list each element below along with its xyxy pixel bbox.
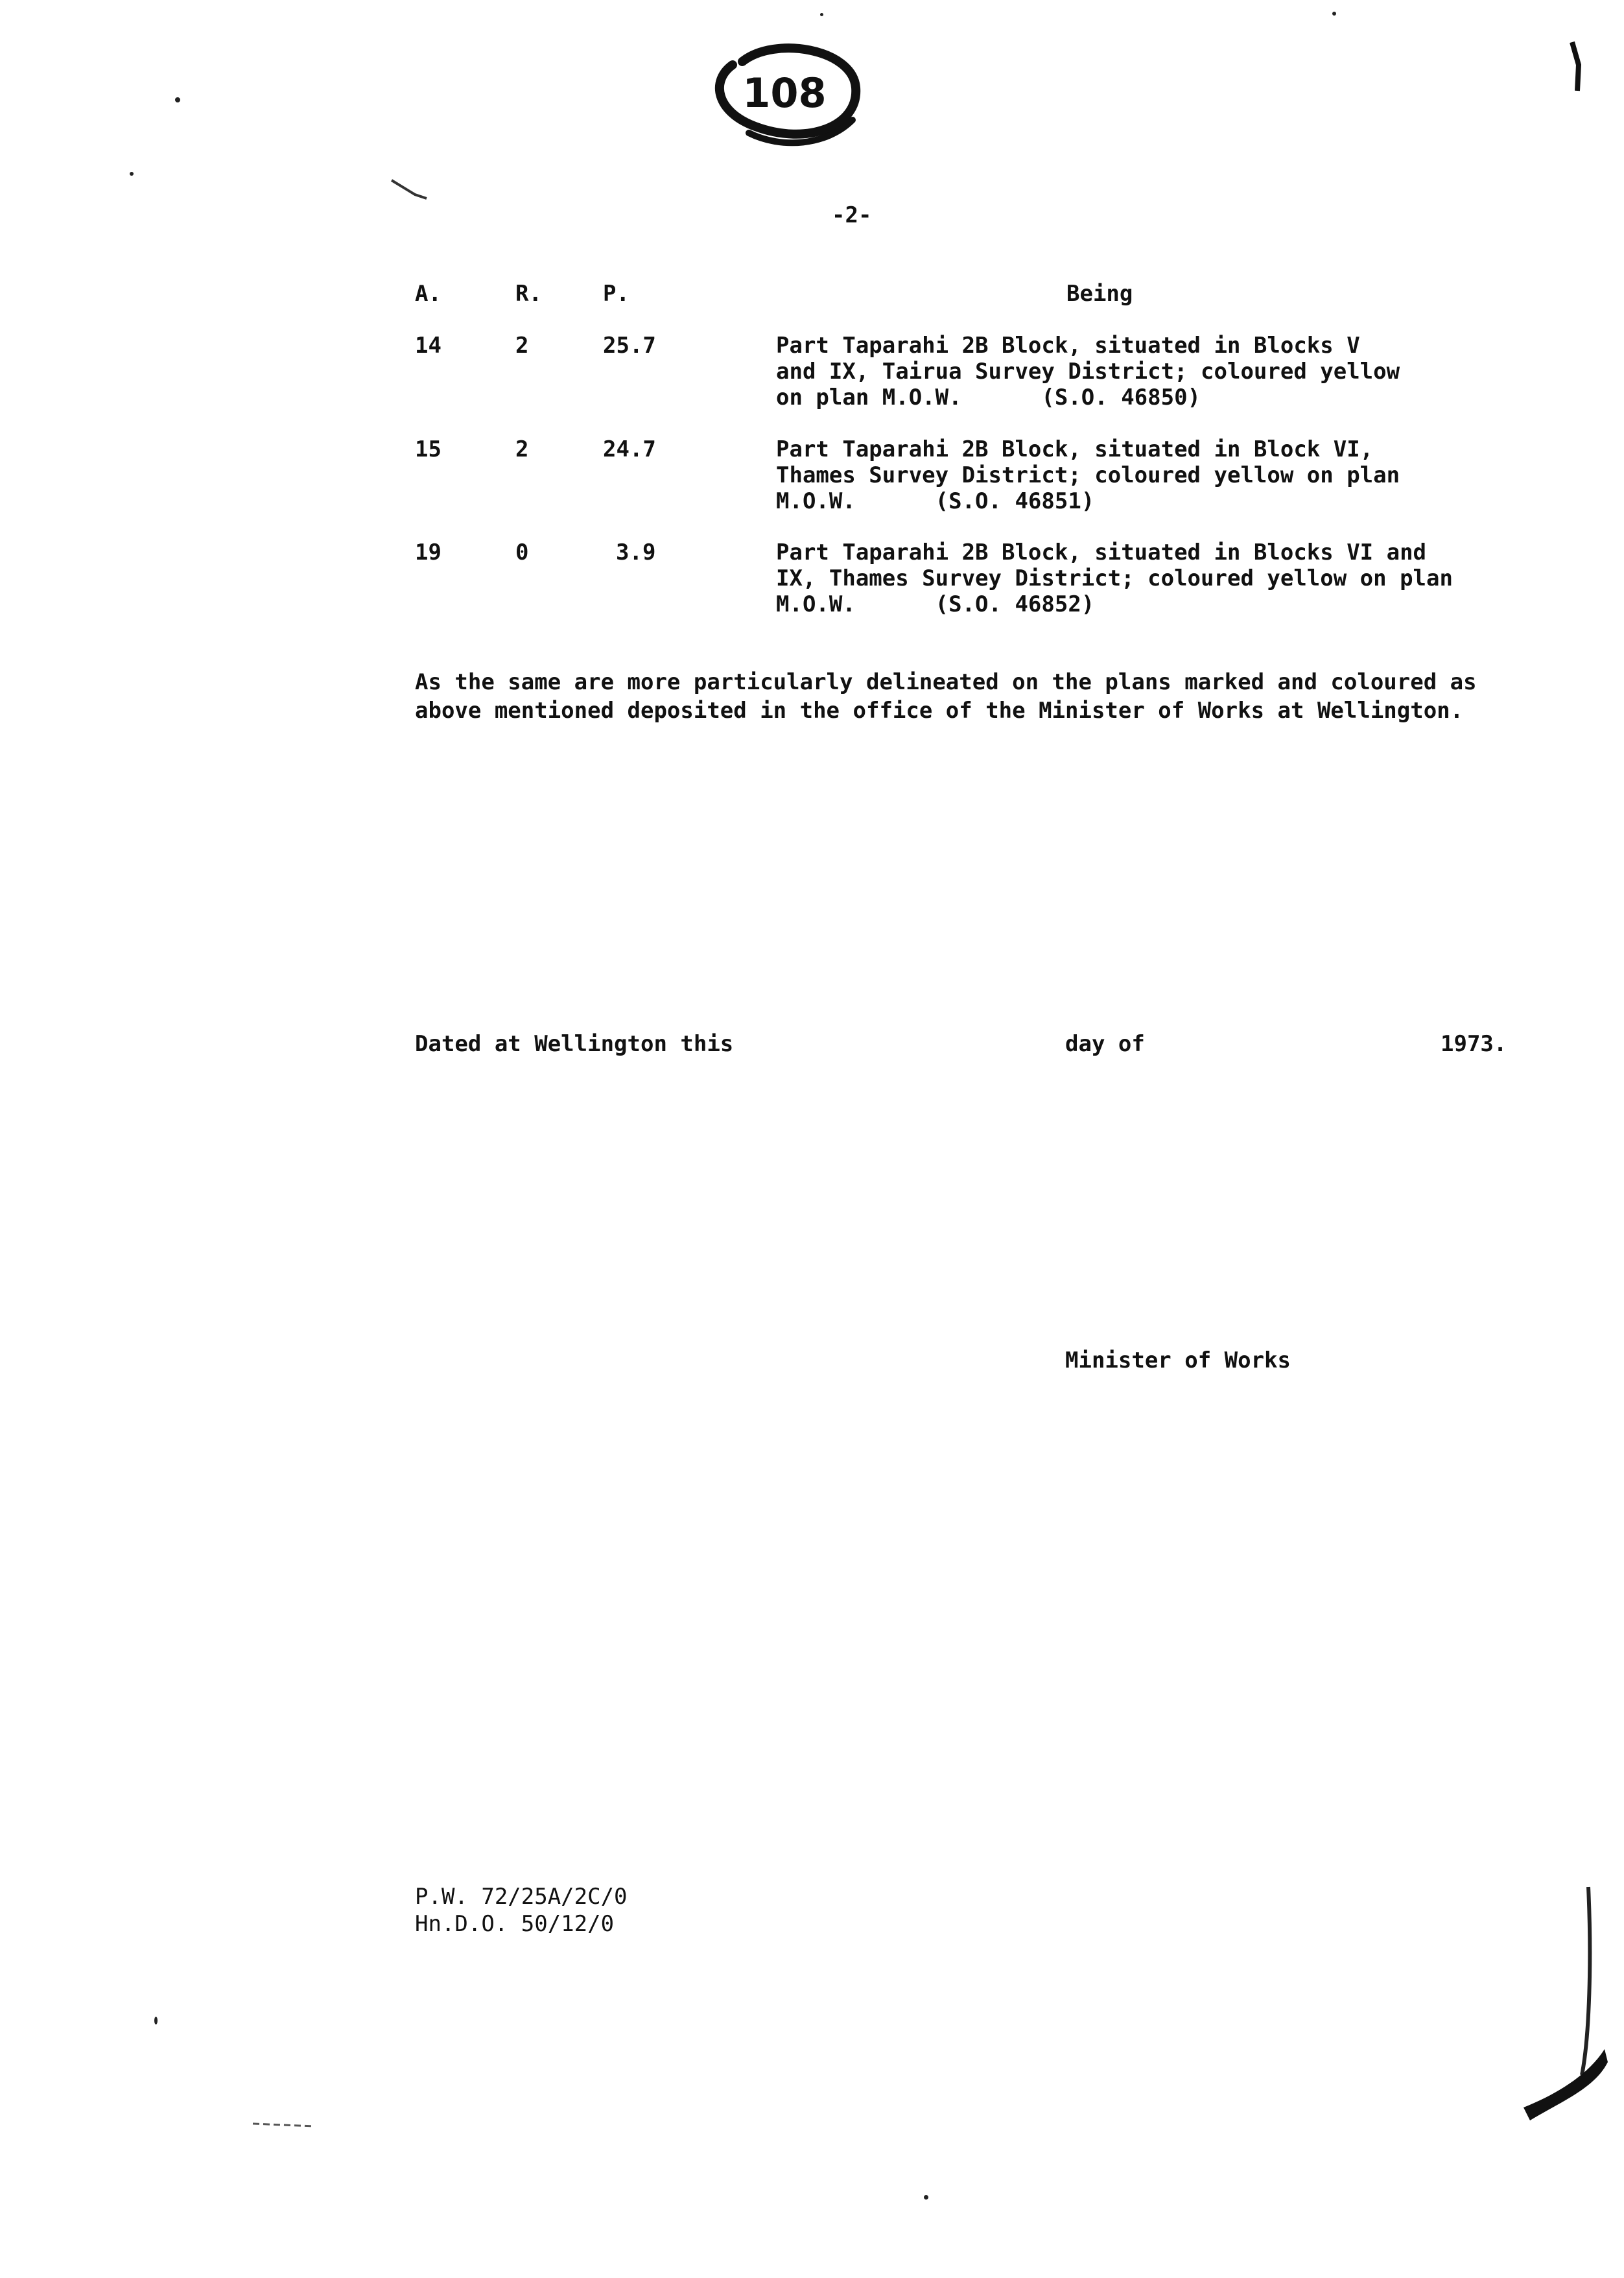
scan-edge-mark [1566,39,1592,97]
scan-speck [175,97,180,102]
scan-speck [154,2017,158,2024]
file-reference: Hn.D.O. 50/12/0 [415,1911,615,1937]
being-line: Part Taparahi 2B Block, situated in Blocks VI and [776,540,1427,565]
acres-value: 15 [415,436,441,462]
being-line: IX, Thames Survey District; coloured yellow on plan [776,565,1453,591]
delineation-paragraph: As the same are more particularly delineated on the plans marked and coloured as above mentioned deposited in the office of the Minister of Works at Wellington. [415,669,1477,724]
being-line: Part Taparahi 2B Block, situated in Block VI, [776,436,1374,462]
roods-value: 0 [515,540,529,565]
perches-value: 25.7 [603,333,656,359]
dated-year: 1973. [1441,1031,1507,1057]
perches-value: 24.7 [603,436,656,462]
roods-value: 2 [515,436,529,462]
being-line: and IX, Tairua Survey District; coloured yellow [776,359,1400,385]
scan-speck [130,172,134,176]
folio-number: 108 [742,69,827,117]
signature-title: Minister of Works [1065,1347,1291,1373]
perches-value: 3.9 [616,540,656,565]
being-line: Part Taparahi 2B Block, situated in Blocks V [776,333,1360,359]
header-acres: A. [415,281,441,307]
scan-edge-mark [250,2111,321,2130]
file-reference: P.W. 72/25A/2C/0 [415,1884,628,1910]
dated-day-of: day of [1065,1031,1145,1057]
scan-speck [924,2195,928,2200]
scan-edge-mark [389,175,434,204]
scan-speck [820,13,823,16]
being-line: M.O.W. (S.O. 46852) [776,591,1095,617]
header-being: Being [1066,281,1133,307]
acres-value: 14 [415,333,441,359]
acres-value: 19 [415,540,441,565]
folio-stamp [703,36,865,152]
scan-edge-mark [1511,1881,1614,2127]
page-number: -2- [832,202,872,228]
being-line: M.O.W. (S.O. 46851) [776,488,1095,514]
dated-prefix: Dated at Wellington this [415,1031,734,1057]
being-line: Thames Survey District; coloured yellow on plan [776,462,1400,488]
scan-speck [1332,12,1336,16]
header-perches: P. [603,281,630,307]
header-roods: R. [515,281,542,307]
being-line: on plan M.O.W. (S.O. 46850) [776,385,1201,410]
roods-value: 2 [515,333,529,359]
